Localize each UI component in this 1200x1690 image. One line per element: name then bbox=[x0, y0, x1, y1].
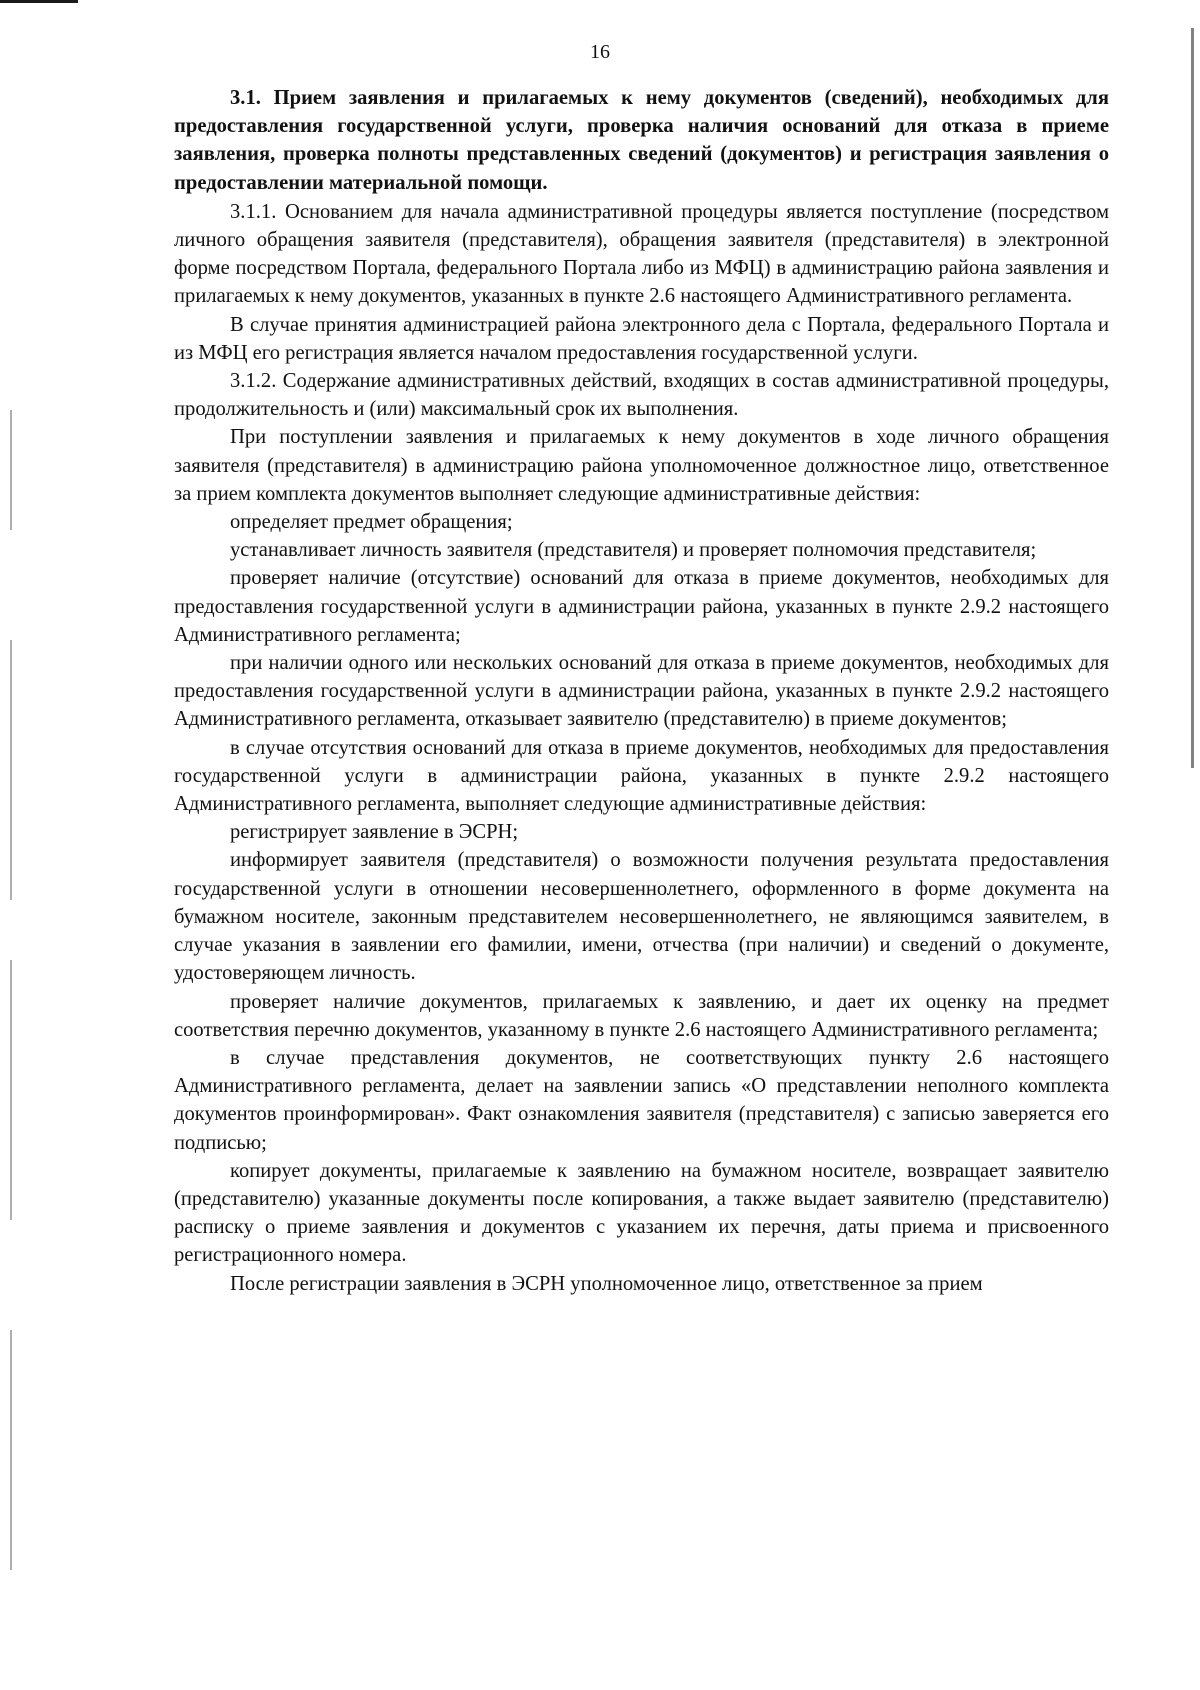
document-body bbox=[174, 84, 1109, 1298]
list-item: проверяет наличие документов, прилагаемых к заявлению, и дает их оценку на предмет соответствия перечню документов, указанному в пункте 2.6 настоящего Административного регламента; bbox=[174, 990, 1109, 1041]
list-item: определяет предмет обращения; bbox=[230, 511, 513, 534]
scan-edge-top-left bbox=[0, 0, 78, 3]
list-item: в случае отсутствия оснований для отказа в приеме документов, необходимых для предоставления государственной услуги в администрации района, указанных в пункте 2.9.2 настоящего Административного регламента, выполняет следующие административные действия: bbox=[174, 736, 1109, 816]
scan-edge-left-1 bbox=[10, 410, 12, 530]
paragraph: 3.1.2. Содержание административных действий, входящих в состав административной процедуры, продолжительность и (или) максимальный срок их выполнения. bbox=[174, 370, 1109, 421]
list-item: при наличии одного или нескольких оснований для отказа в приеме документов, необходимых для предоставления государственной услуги в администрации района, указанных в пункте 2.9.2 настоящего Административного регламента, отказывает заявителю (представителю) в приеме документов; bbox=[174, 652, 1109, 731]
list-item: информирует заявителя (представителя) о возможности получения результата предоставления государственной услуги в отношении несовершеннолетнего, оформленного в форме документа на бумажном носителе, законным представителем несовершеннолетнего, не являющимся заявителем, в случае указания в заявлении его фамилии, имени, отчества (при наличии) и сведений о документе, удостоверяющем личность. bbox=[174, 849, 1109, 985]
list-item: проверяет наличие (отсутствие) оснований для отказа в приеме документов, необходимых для предоставления государственной услуги в администрации района, указанных в пункте 2.9.2 настоящего Административного регламента; bbox=[174, 567, 1109, 646]
paragraph: В случае принятия администрацией района электронного дела с Портала, федерального Портала и из МФЦ его регистрация является началом предоставления государственной услуги. bbox=[174, 313, 1109, 364]
scan-edge-left-2 bbox=[10, 640, 12, 900]
paragraph: При поступлении заявления и прилагаемых к нему документов в ходе личного обращения заявителя (представителя) в администрацию района уполномоченное должностное лицо, ответственное за прием комплекта документов выполняет следующие административные действия: bbox=[174, 426, 1109, 505]
section-heading: 3.1. Прием заявления и прилагаемых к нему документов (сведений), необходимых для предоставления государственной услуги, проверка наличия оснований для отказа в приеме заявления, проверка полноты представленных сведений (документов) и регистрация заявления о предоставлении материальной помощи. bbox=[174, 87, 1109, 194]
scan-edge-right bbox=[1191, 28, 1194, 768]
list-item: устанавливает личность заявителя (представителя) и проверяет полномочия представителя; bbox=[230, 539, 1037, 562]
list-item: в случае представления документов, не соответствующих пункту 2.6 настоящего Административного регламента, делает на заявлении запись «О представлении неполного комплекта документов проинформирован». Факт ознакомления заявителя (представителя) с записью заверяется его подписью; bbox=[174, 1046, 1109, 1154]
scan-edge-left-3 bbox=[10, 960, 12, 1220]
scan-edge-left-4 bbox=[10, 1330, 12, 1570]
paragraph: После регистрации заявления в ЭСРН уполномоченное лицо, ответственное за прием bbox=[230, 1272, 983, 1295]
paragraph: 3.1.1. Основанием для начала административной процедуры является поступление (посредством личного обращения заявителя (представителя), обращения заявителя (представителя) в электронной форме посредством Портала, федерального Портала либо из МФЦ) в администрацию района заявления и прилагаемых к нему документов, указанных в пункте 2.6 настоящего Административного регламента. bbox=[174, 200, 1109, 308]
list-item: регистрирует заявление в ЭСРН; bbox=[230, 821, 519, 844]
page-number: 16 bbox=[590, 41, 610, 63]
list-item: копирует документы, прилагаемые к заявлению на бумажном носителе, возвращает заявителю (представителю) указанные документы после копирования, а также выдает заявителю (представителю) расписку о приеме заявления и документов с указанием их перечня, даты приема и присвоенного регистрационного номера. bbox=[174, 1159, 1109, 1267]
